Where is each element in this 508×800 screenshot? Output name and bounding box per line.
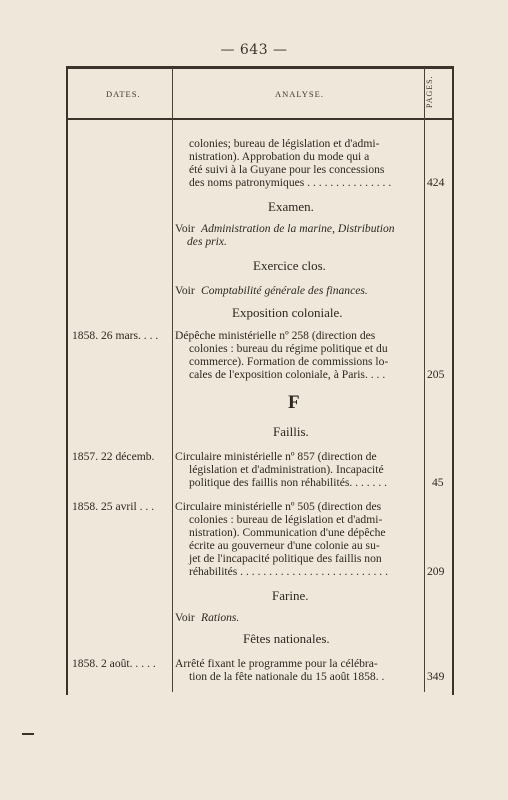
faillis-entry2-line-4: écrite au gouverneur d'une colonie au su- <box>189 539 380 552</box>
margin-mark <box>22 733 34 735</box>
faillis-entry1-page: 45 <box>432 476 444 489</box>
fetes-line-1: Arrêté fixant le programme pour la célébra- <box>175 657 378 670</box>
exposition-page: 205 <box>427 368 445 381</box>
farine-voir: Voir <box>175 611 195 624</box>
heading-faillis: Faillis. <box>273 424 309 439</box>
exposition-line-1: Dépêche ministérielle nº 258 (direction des <box>175 329 376 342</box>
header-pages: PAGES. <box>425 75 434 109</box>
examen-ref-1: Administration de la marine, Distribution <box>201 222 395 235</box>
farine-ref: Rations. <box>201 611 240 624</box>
heading-fetes-nationales: Fêtes nationales. <box>243 631 330 646</box>
exposition-line-3: commerce). Formation de commissions lo- <box>189 355 389 368</box>
exercice-ref: Comptabilité générale des finances. <box>201 284 368 297</box>
faillis-entry1-line-2: législation et d'administration). Incapacité <box>189 463 384 476</box>
examen-ref-2: des prix. <box>187 235 227 248</box>
faillis-entry2-line-1: Circulaire ministérielle nº 505 (direction des <box>175 500 382 513</box>
faillis-entry1-line-1: Circulaire ministérielle nº 857 (direction de <box>175 450 377 463</box>
fetes-line-2: tion de la fête nationale du 15 août 1858. . <box>189 670 385 683</box>
faillis-entry2-line-2: colonies : bureau de législation et d'admi- <box>189 513 383 526</box>
column-divider-pages <box>424 68 425 692</box>
faillis-entry2-page: 209 <box>427 565 445 578</box>
entry1-line-4: des noms patronymiques . . . . . . . . . . . . . . . <box>189 176 392 189</box>
heading-exposition-coloniale: Exposition coloniale. <box>232 305 343 320</box>
exposition-date: 1858. 26 mars. . . . <box>72 329 159 342</box>
faillis-entry2-line-3: nistration). Communication d'une dépêche <box>189 526 386 539</box>
faillis-entry2-line-5: jet de l'incapacité politique des faillis non <box>189 552 382 565</box>
fetes-page: 349 <box>427 670 445 683</box>
header-analyse: ANALYSE. <box>275 89 324 99</box>
header-dates: DATES. <box>106 89 141 99</box>
entry1-line-3: été suivi à la Guyane pour les concessions <box>189 163 385 176</box>
fetes-date: 1858. 2 août. . . . . <box>72 657 156 670</box>
exposition-line-2: colonies : bureau du régime politique et du <box>189 342 388 355</box>
faillis-entry1-line-3: politique des faillis non réhabilités. . . . . . . <box>189 476 388 489</box>
examen-voir: Voir <box>175 222 195 235</box>
faillis-entry2-date: 1858. 25 avril . . . <box>72 500 155 513</box>
faillis-entry2-line-6: réhabilités . . . . . . . . . . . . . . . . . . . . . . . . . . <box>189 565 389 578</box>
entry1-line-1: colonies; bureau de législation et d'admi- <box>189 137 380 150</box>
heading-exercice-clos: Exercice clos. <box>253 258 326 273</box>
section-letter: F <box>288 392 300 413</box>
page-number: — 643 — <box>220 42 288 58</box>
header-rule <box>66 118 454 120</box>
exposition-line-4: cales de l'exposition coloniale, à Paris. . . . <box>189 368 386 381</box>
exercice-voir: Voir <box>175 284 195 297</box>
entry1-page: 424 <box>427 176 445 189</box>
heading-examen: Examen. <box>268 199 314 214</box>
faillis-entry1-date: 1857. 22 décemb. <box>72 450 155 463</box>
heading-farine: Farine. <box>272 588 309 603</box>
entry1-line-2: nistration). Approbation du mode qui a <box>189 150 370 163</box>
column-divider-dates <box>172 68 173 692</box>
